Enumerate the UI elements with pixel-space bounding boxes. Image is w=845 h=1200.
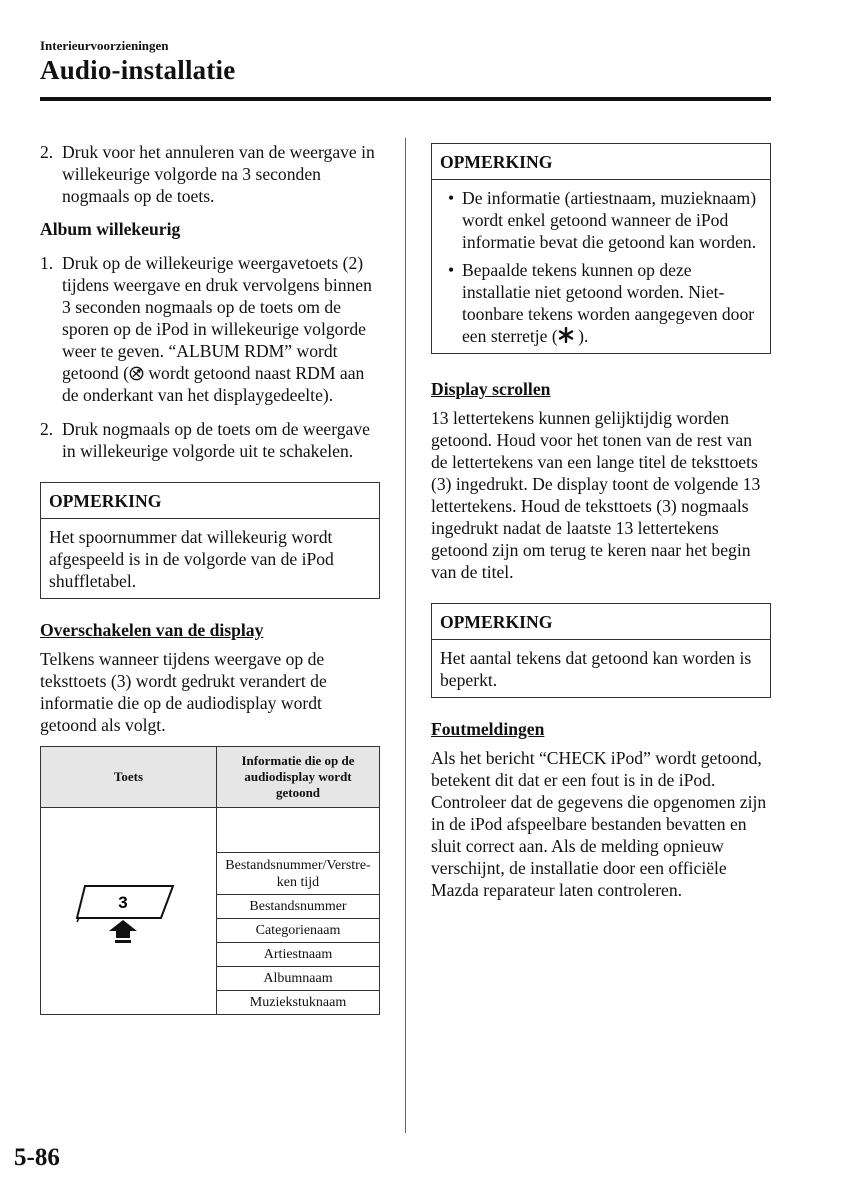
album-random-icon xyxy=(129,366,144,381)
step-text: Druk voor het annuleren van de weergave in willekeurige volgorde na 3 seconden nogmaals op de toets. xyxy=(62,142,375,206)
bullet-glyph: • xyxy=(448,260,455,280)
bullet-text: De informatie (artiestnaam, muzieknaam) wordt enkel getoond wanneer de iPod informatie bevat die getoond kan worden. xyxy=(462,188,757,252)
note-bullet xyxy=(440,259,762,347)
page-number: 5-86 xyxy=(14,1144,60,1171)
note-heading: OPMERKING xyxy=(41,483,379,519)
note-heading: OPMERKING xyxy=(432,604,770,640)
column-divider xyxy=(405,138,406,1133)
step-text xyxy=(62,252,380,406)
step-2-album-random-off xyxy=(40,418,380,462)
step-number: 2. xyxy=(40,142,54,162)
button-3-label: 3 xyxy=(118,893,128,912)
switch-display-body: Telkens wanneer tijdens weergave op de teksttoets (3) wordt gedrukt verandert de informatie die op de audiodisplay wordt getoond als volgt. xyxy=(40,649,327,735)
step-1-album-random xyxy=(40,252,380,406)
right-column xyxy=(431,143,771,901)
note-body xyxy=(432,180,770,353)
table-cell xyxy=(217,808,380,853)
bullet-glyph: • xyxy=(448,188,455,208)
table-cell: Albumnaam xyxy=(217,967,380,991)
step-number: 1. xyxy=(40,253,54,273)
note-box-ipod-info xyxy=(431,143,771,354)
step-2-cancel xyxy=(40,141,380,207)
bullet-text-part1: Bepaalde tekens kunnen op deze installatie niet getoond worden. Niet-toonbare tekens worden aangegeven door een sterretje ( xyxy=(462,260,755,346)
table-cell: Bestandsnummer xyxy=(217,895,380,919)
switch-display-heading: Overschakelen van de display xyxy=(40,620,264,640)
table-cell: Artiestnaam xyxy=(217,943,380,967)
table-cell: Muziekstuknaam xyxy=(217,991,380,1015)
error-messages-body: Als het bericht “CHECK iPod” wordt getoond, betekent dit dat er een fout is in de iPod. Controleer dat de gegevens die opgenomen zijn in de iPod afspeelbare bestanden bevatten en sluit correct aan. Als de melding opnieuw verschijnt, de installatie door een officiële Mazda reparateur laten controleren. xyxy=(431,748,767,900)
display-info-table xyxy=(40,746,380,1015)
key-cell xyxy=(41,808,217,1015)
section-label: Interieurvoorzieningen xyxy=(40,38,169,53)
press-arrow-icon xyxy=(109,920,137,943)
table-header-row xyxy=(41,747,380,808)
album-random-heading: Album willekeurig xyxy=(40,219,181,239)
left-column xyxy=(40,141,380,1015)
text-button-3-illustration xyxy=(43,826,210,996)
note-heading: OPMERKING xyxy=(432,144,770,180)
table-cell: Bestandsnummer/Verstre-ken tijd xyxy=(217,853,380,895)
note-body: Het spoornummer dat willekeurig wordt afgespeeld is in de volgorde van de iPod shuffletabel. xyxy=(49,527,334,591)
display-scroll-heading: Display scrollen xyxy=(431,379,551,399)
table-cell: Categorienaam xyxy=(217,919,380,943)
error-messages-heading: Foutmeldingen xyxy=(431,719,545,739)
note-body: Het aantal tekens dat getoond kan worden is beperkt. xyxy=(440,648,752,690)
note-box-shuffle xyxy=(40,482,380,599)
note-bullet xyxy=(440,187,762,253)
table-header-key: Toets xyxy=(41,747,217,808)
step-text-part2: wordt getoond naast RDM aan de onderkant van het displaygedeelte). xyxy=(62,363,365,405)
display-scroll-body: 13 lettertekens kunnen gelijktijdig worden getoond. Houd voor het tonen van de rest van de lettertekens van een lange titel de teksttoets (3) ingedrukt. De display toont de volgende 13 lettertekens. Houd de teksttoets (3) nogmaals ingedrukt nadat de laatste 13 lettertekens getoond zijn om terug te keren naar het begin van de titel. xyxy=(431,408,761,582)
note-box-char-limit xyxy=(431,603,771,698)
asterisk-icon xyxy=(558,327,574,343)
step-number: 2. xyxy=(40,419,54,439)
step-text: Druk nogmaals op de toets om de weergave in willekeurige volgorde uit te schakelen. xyxy=(62,419,370,461)
table-row xyxy=(41,808,380,853)
step-text-part1: Druk op de willekeurige weergavetoets (2) tijdens weergave en druk vervolgens binnen 3 seconden nogmaals op de toets om de sporen op de iPod in willekeurige volgorde weer te geven. “ALBUM RDM” wordt getoond ( xyxy=(62,253,372,383)
title-rule xyxy=(40,97,771,101)
table-header-info: Informatie die op de audiodisplay wordt getoond xyxy=(217,747,380,808)
bullet-text-part2: ). xyxy=(573,326,589,346)
page-title: Audio-installatie xyxy=(40,55,236,85)
bullet-text xyxy=(462,259,762,347)
